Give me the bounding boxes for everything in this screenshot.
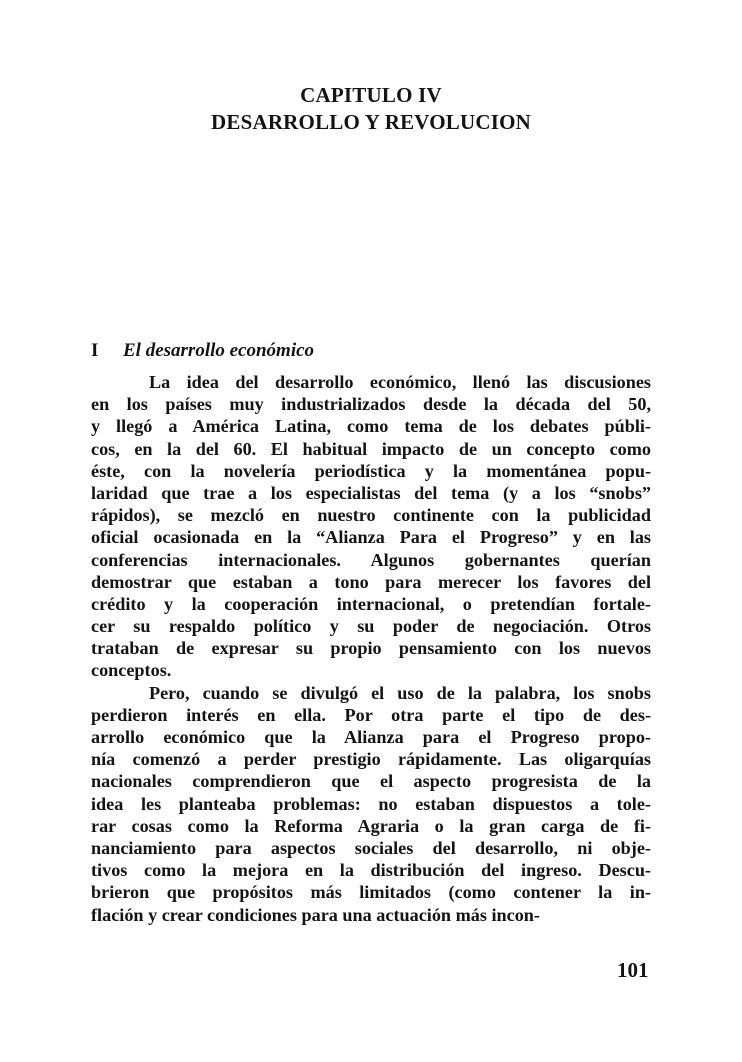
chapter-number: CAPITULO IV [300,83,442,107]
section-number: I [91,340,99,361]
section-title: El desarrollo económico [123,340,315,361]
text-line: éste, con la novelería periodística y la momentánea popu- [91,460,651,481]
text-line: cos, en la del 60. El habitual impacto de un concepto como [91,438,651,459]
body-text [91,371,651,926]
text-line: La idea del desarrollo económico, llenó las discusiones [149,372,651,392]
section-heading [91,340,314,362]
text-line: rar cosas como la Reforma Agraria o la gran carga de fi- [91,815,651,836]
text-line: en los países muy industrializados desde la década del 50, [91,394,651,415]
text-line: nacionales comprendieron que el aspecto progresista de la [91,771,651,792]
text-line: flación y crear condiciones para una actuación más incon- [91,904,540,925]
text-line: crédito y la cooperación internacional, o pretendían fortale- [91,593,651,614]
text-line: idea les planteaba problemas: no estaban dispuestos a tole- [91,793,651,814]
text-line: cer su respaldo político y su poder de negociación. Otros [91,616,651,637]
text-line: conferencias internacionales. Algunos gobernantes querían [91,549,651,570]
page-number: 101 [617,958,649,982]
text-line: nanciamiento para aspectos sociales del desarrollo, ni obje- [91,837,651,858]
text-line: Pero, cuando se divulgó el uso de la palabra, los snobs [149,682,651,703]
text-line: trataban de expresar su propio pensamiento con los nuevos [91,638,651,659]
text-line: arrollo económico que la Alianza para el Progreso propo- [91,727,651,747]
text-line: perdieron interés en ella. Por otra parte el tipo de des- [91,704,651,725]
text-line: laridad que trae a los especialistas del tema (y a los “snobs” [91,482,651,503]
chapter-title: DESARROLLO Y REVOLUCION [211,110,531,134]
text-line: rápidos), se mezcló en nuestro continente con la publicidad [91,505,651,526]
text-line: conceptos. [91,660,172,681]
text-line: demostrar que estaban a tono para merecer los favores del [91,571,651,592]
text-line: brieron que propósitos más limitados (como contener la in- [91,882,651,903]
text-line: oficial ocasionada en la “Alianza Para el Progreso” y en las [91,527,651,548]
text-line: y llegó a América Latina, como tema de los debates públi- [91,416,651,437]
text-line: tivos como la mejora en la distribución del ingreso. Descu- [91,860,651,881]
text-line: nía comenzó a perder prestigio rápidamente. Las oligarquías [91,749,651,770]
